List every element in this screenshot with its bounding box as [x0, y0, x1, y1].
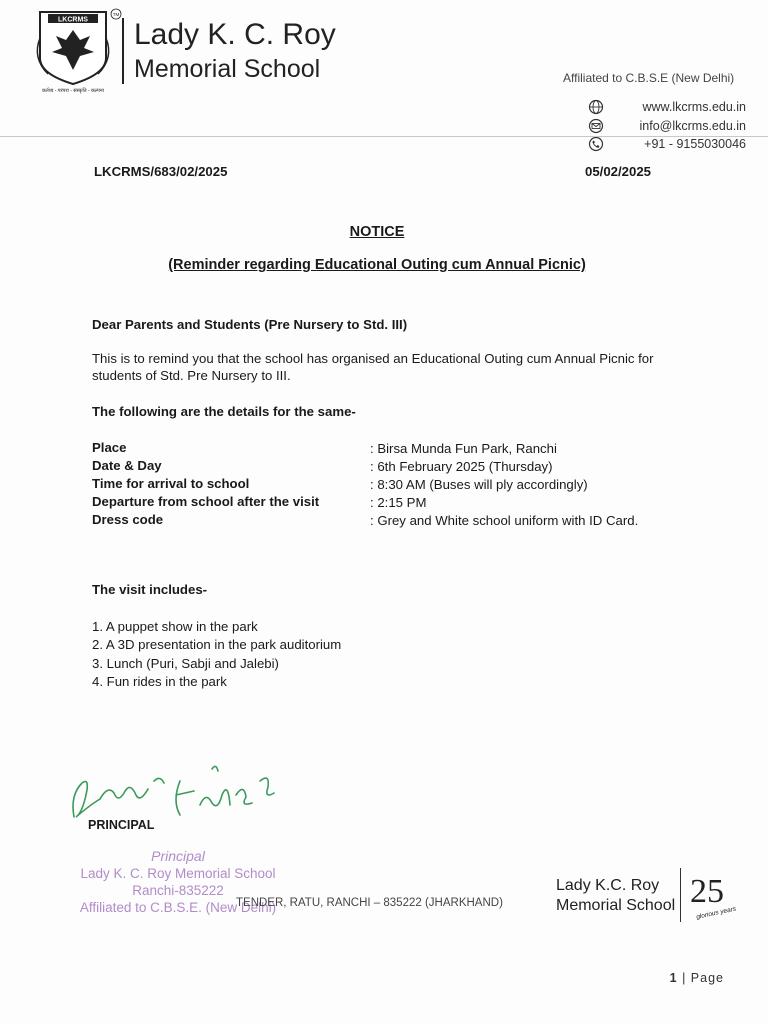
- detail-label: Departure from school after the visit: [92, 494, 320, 509]
- anniversary-number: 25: [690, 873, 724, 910]
- anniversary-text: glorious years: [695, 905, 737, 921]
- detail-label: Date & Day: [92, 458, 162, 473]
- detail-value: : 6th February 2025 (Thursday): [370, 459, 553, 474]
- footer-school-name: [556, 876, 675, 916]
- stamp-title: Principal: [151, 848, 205, 864]
- svg-text:TM: TM: [112, 12, 120, 17]
- phone-icon: [588, 136, 604, 152]
- svg-text:LKCRMS: LKCRMS: [58, 16, 88, 24]
- list-item: 1. A puppet show in the park: [92, 619, 258, 634]
- affiliation-text: Affiliated to C.B.S.E (New Delhi): [563, 71, 735, 85]
- footer-address: TENDER, RATU, RANCHI – 835222 (JHARKHAND): [236, 897, 503, 909]
- detail-label: Dress code: [92, 512, 164, 527]
- detail-value: : Birsa Munda Fun Park, Ranchi: [370, 441, 557, 456]
- school-name-line1: Lady K. C. Roy: [134, 18, 336, 51]
- reference-number: LKCRMS/683/02/2025: [94, 164, 228, 179]
- stamp-school: Lady K. C. Roy Memorial School: [80, 866, 276, 881]
- stamp-city: Ranchi-835222: [132, 883, 224, 898]
- detail-value: : 2:15 PM: [370, 495, 427, 510]
- letter-date: 05/02/2025: [585, 164, 652, 179]
- footer-divider: [680, 868, 681, 922]
- includes-heading: The visit includes-: [92, 582, 208, 597]
- email-icon: [588, 118, 604, 134]
- details-heading: The following are the details for the same-: [92, 404, 356, 419]
- intro-paragraph: This is to remind you that the school has organised an Educational Outing cum Annual Picnic for students of Std. Pre Nursery to III.: [92, 351, 654, 383]
- salutation: Dear Parents and Students (Pre Nursery to Std. III): [92, 317, 408, 332]
- notice-title: NOTICE: [349, 224, 405, 240]
- list-item: 4. Fun rides in the park: [92, 674, 227, 689]
- website-text: www.lkcrms.edu.in: [642, 100, 746, 114]
- svg-text:कर्तव्य - परंपरा - संस्कृति -: कर्तव्य - परंपरा - संस्कृति - कल्पना: [42, 88, 104, 94]
- detail-value: : Grey and White school uniform with ID Card.: [370, 513, 639, 528]
- page-number: [670, 971, 724, 985]
- school-name-line2: Memorial School: [134, 55, 321, 83]
- page-number-value: 1: [669, 971, 678, 985]
- principal-label: PRINCIPAL: [88, 818, 155, 832]
- header-rule: [0, 136, 768, 137]
- detail-label: Place: [92, 440, 127, 455]
- notice-subtitle: (Reminder regarding Educational Outing cum Annual Picnic): [168, 257, 586, 273]
- detail-value: : 8:30 AM (Buses will ply accordingly): [370, 477, 588, 492]
- stamp-affiliation: Affiliated to C.B.S.E. (New Delhi): [79, 900, 277, 915]
- list-item: 2. A 3D presentation in the park auditorium: [92, 637, 342, 652]
- anniversary-logo: [686, 866, 746, 926]
- footer-name-line2: Memorial School: [556, 897, 676, 914]
- email-text: info@lkcrms.edu.in: [639, 119, 746, 133]
- list-item: 3. Lunch (Puri, Sabji and Jalebi): [92, 656, 279, 671]
- footer-name-line1: Lady K.C. Roy: [556, 877, 660, 894]
- detail-label: Time for arrival to school: [92, 476, 250, 491]
- globe-icon: [588, 99, 604, 115]
- page-label: | Page: [682, 971, 724, 985]
- phone-text: +91 - 9155030046: [644, 137, 746, 151]
- school-logo: [28, 8, 128, 94]
- header-divider: [122, 18, 124, 84]
